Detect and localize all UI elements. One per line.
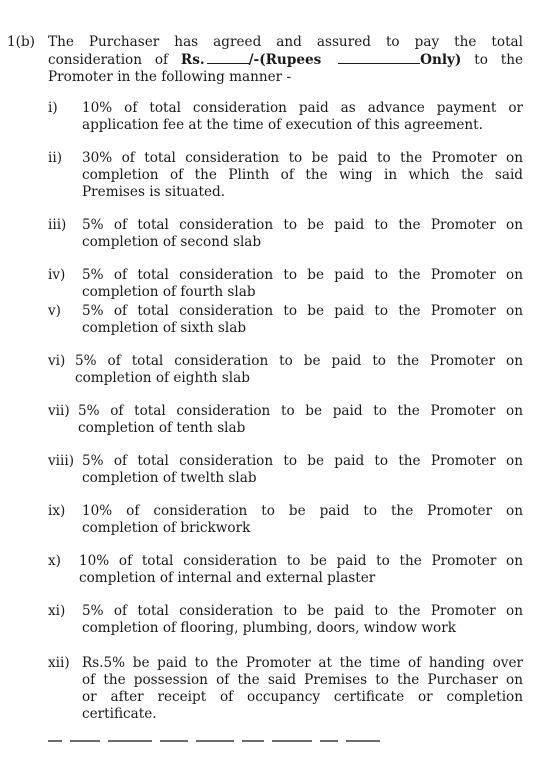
schedule-item-line: 5% of total consideration to be paid to the Promoter on <box>82 453 523 469</box>
schedule-item-number: xi) <box>48 603 66 619</box>
schedule-item-text <box>82 100 523 134</box>
schedule-item <box>48 553 523 587</box>
schedule-item-text <box>78 403 523 437</box>
schedule-item-line: 5% of total consideration to be paid to the Promoter on <box>82 603 523 619</box>
schedule-item <box>48 150 523 201</box>
schedule-item-number: ix) <box>48 503 66 519</box>
only-label: Only) <box>420 52 462 68</box>
schedule-item-text <box>82 217 523 251</box>
schedule-item-line: completion of flooring, plumbing, doors, window work <box>82 620 456 636</box>
cut-off-next-line <box>48 740 448 744</box>
schedule-item-text <box>75 353 523 387</box>
schedule-item-line: 30% of total consideration to be paid to the Promoter on <box>82 150 523 166</box>
schedule-item-number: xii) <box>48 655 70 671</box>
schedule-item-number: iii) <box>48 217 67 233</box>
schedule-item <box>48 403 523 437</box>
schedule-item <box>48 100 523 134</box>
schedule-item-number: vii) <box>48 403 70 419</box>
schedule-item-text <box>82 267 523 301</box>
schedule-item-line: of the possession of the said Premises to the Purchaser on <box>82 672 523 688</box>
schedule-item-line: completion of fourth slab <box>82 284 256 300</box>
schedule-item-line: Premises is situated. <box>82 184 226 200</box>
intro-line-1: The Purchaser has agreed and assured to pay the total <box>48 34 523 50</box>
schedule-item-line: 5% of total consideration to be paid to the Promoter on <box>75 353 523 369</box>
schedule-item-line: completion of second slab <box>82 234 262 250</box>
rs-label: Rs. <box>180 52 205 68</box>
schedule-item-number: ii) <box>48 150 62 166</box>
schedule-item <box>48 217 523 251</box>
intro-to-the-text: to the <box>474 52 523 68</box>
schedule-item-number: vi) <box>48 353 66 369</box>
schedule-item-line: 5% of total consideration to be paid to the Promoter on <box>78 403 523 419</box>
schedule-item-line: 5% of total consideration to be paid to the Promoter on <box>82 217 523 233</box>
schedule-item-number: iv) <box>48 267 66 283</box>
schedule-item <box>48 353 523 387</box>
schedule-item-line: certificate. <box>82 706 157 722</box>
schedule-item-text <box>82 603 523 637</box>
schedule-item-line: Rs.5% be paid to the Promoter at the time of handing over <box>82 655 523 671</box>
schedule-item-line: completion of twelth slab <box>82 470 257 486</box>
schedule-item-line: 10% of total consideration to be paid to the Promoter on <box>79 553 523 569</box>
schedule-item-number: viii) <box>48 453 75 469</box>
schedule-item-line: completion of sixth slab <box>82 320 247 336</box>
schedule-item-text <box>82 503 523 537</box>
schedule-item <box>48 267 523 301</box>
rupees-words-blank <box>338 51 420 64</box>
schedule-item-number: v) <box>48 303 61 319</box>
schedule-item <box>48 503 523 537</box>
schedule-item-line: 10% of total consideration paid as advance payment or <box>82 100 523 116</box>
schedule-item-line: 5% of total consideration to be paid to the Promoter on <box>82 303 523 319</box>
clause-number: 1(b) <box>7 34 35 50</box>
schedule-item-text <box>82 453 523 487</box>
schedule-item-text <box>82 150 523 201</box>
schedule-item-line: or after receipt of occupancy certificate or completion <box>82 689 523 705</box>
schedule-item-line: application fee at the time of execution of this agreement. <box>82 117 483 133</box>
schedule-item-text <box>79 553 523 587</box>
intro-line-2 <box>48 51 523 69</box>
clause-intro <box>48 34 523 86</box>
intro-consideration-text: consideration of <box>48 52 169 68</box>
schedule-item-line: completion of eighth slab <box>75 370 250 386</box>
amount-blank <box>207 51 249 64</box>
schedule-item-number: x) <box>48 553 61 569</box>
rupees-label: /-(Rupees <box>248 52 322 68</box>
intro-line-3: Promoter in the following manner - <box>48 69 292 85</box>
schedule-item <box>48 655 523 723</box>
schedule-item-line: completion of brickwork <box>82 520 251 536</box>
schedule-item-line: completion of tenth slab <box>78 420 246 436</box>
schedule-item <box>48 603 523 637</box>
schedule-item-text <box>82 655 523 723</box>
schedule-item <box>48 453 523 487</box>
schedule-item-line: completion of the Plinth of the wing in which the said <box>82 167 523 183</box>
schedule-item-line: completion of internal and external plaster <box>79 570 376 586</box>
schedule-item <box>48 303 523 337</box>
schedule-item-number: i) <box>48 100 58 116</box>
schedule-item-text <box>82 303 523 337</box>
schedule-item-line: 10% of consideration to be paid to the Promoter on <box>82 503 523 519</box>
schedule-item-line: 5% of total consideration to be paid to the Promoter on <box>82 267 523 283</box>
